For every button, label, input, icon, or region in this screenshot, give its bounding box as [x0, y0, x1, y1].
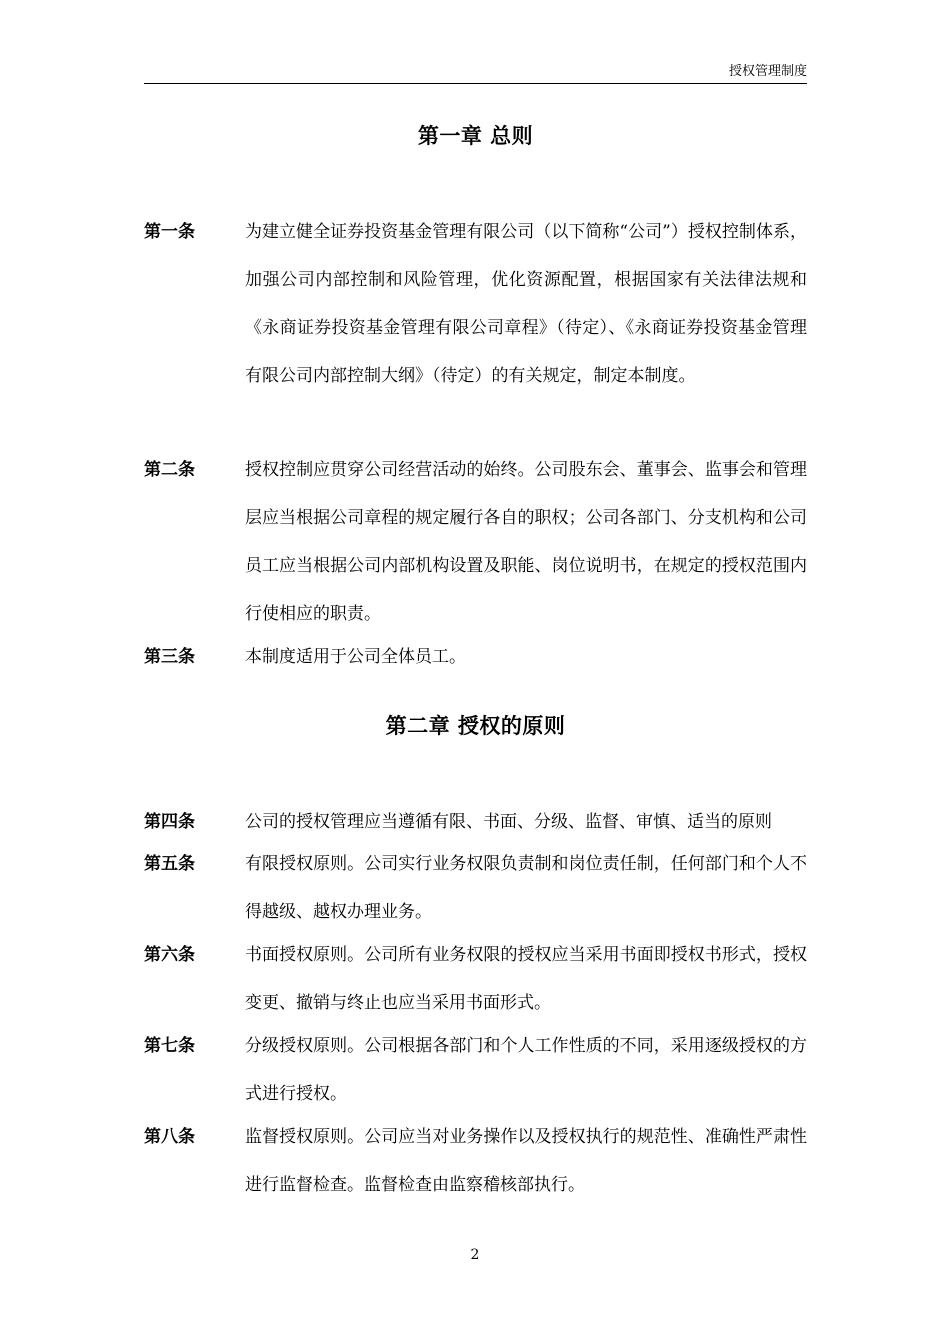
article-text: 有限授权原则。公司实行业务权限负责制和岗位责任制，任何部门和个人不得越级、越权办理业务。 [245, 854, 807, 922]
article-label: 第二条 [144, 460, 195, 480]
article [144, 208, 807, 400]
article-text: 书面授权原则。公司所有业务权限的授权应当采用书面即授权书形式，授权变更、撤销与终止也应当采用书面形式。 [245, 945, 807, 1013]
article [144, 1022, 807, 1118]
chapter-heading: 第二章 授权的原则 [385, 714, 566, 738]
page-number: 2 [470, 1247, 480, 1263]
article-label: 第四条 [144, 812, 195, 832]
header-rule [144, 83, 807, 84]
article [144, 446, 807, 638]
running-header: 授权管理制度 [728, 64, 807, 79]
article-text: 为建立健全证券投资基金管理有限公司（以下简称“公司”）授权控制体系，加强公司内部控制和风险管理，优化资源配置，根据国家有关法律法规和《永商证券投资基金管理有限公司章程》（待定）、《永商证券投资基金管理有限公司内部控制大纲》（待定）的有关规定，制定本制度。 [245, 222, 807, 386]
article-text: 本制度适用于公司全体员工。 [245, 647, 466, 667]
article [144, 633, 807, 681]
article [144, 931, 807, 1027]
article [144, 840, 807, 936]
article-text: 分级授权原则。公司根据各部门和个人工作性质的不同，采用逐级授权的方式进行授权。 [245, 1036, 807, 1104]
article-text: 监督授权原则。公司应当对业务操作以及授权执行的规范性、准确性严肃性进行监督检查。监督检查由监察稽核部执行。 [245, 1127, 807, 1195]
article-label: 第三条 [144, 647, 195, 667]
article-text: 授权控制应贯穿公司经营活动的始终。公司股东会、董事会、监事会和管理层应当根据公司章程的规定履行各自的职权；公司各部门、分支机构和公司员工应当根据公司内部机构设置及职能、岗位说明书，在规定的授权范围内行使相应的职责。 [245, 460, 807, 624]
article-label: 第七条 [144, 1036, 195, 1056]
article-text: 公司的授权管理应当遵循有限、书面、分级、监督、审慎、适当的原则 [245, 812, 772, 832]
article-label: 第六条 [144, 945, 195, 965]
article-label: 第五条 [144, 854, 195, 874]
article-label: 第八条 [144, 1127, 195, 1147]
article-label: 第一条 [144, 222, 195, 242]
chapter-heading: 第一章 总则 [417, 124, 534, 148]
article [144, 1113, 807, 1209]
article [144, 798, 807, 846]
